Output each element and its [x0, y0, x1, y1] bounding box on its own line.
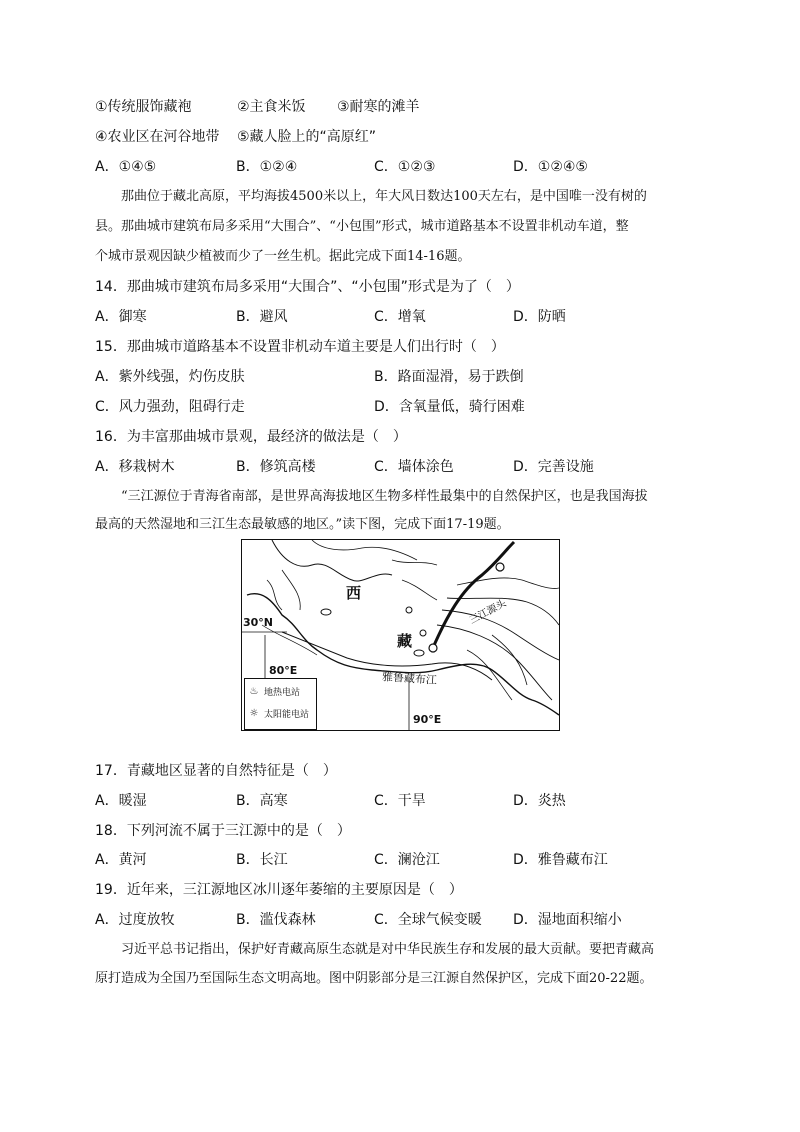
q13-item-3: ③耐寒的滩羊: [337, 99, 420, 115]
q19-choice-d[interactable]: D．湿地面积缩小: [513, 912, 622, 928]
q19-choice-b[interactable]: B．滥伐森林: [236, 912, 316, 928]
q14-choice-c[interactable]: C．增氧: [374, 309, 426, 325]
q15-choice-d[interactable]: D．含氧量低，骑行困难: [374, 399, 525, 415]
q13-item-1: ①传统服饰藏袍: [95, 99, 192, 115]
passage-line: 县。那曲城市建筑布局多采用“大围合”、“小包围”形式，城市道路基本不设置非机动车道，整: [95, 219, 629, 234]
map-label-source: 三江源头: [467, 598, 509, 627]
q15-stem: 15．那曲城市道路基本不设置非机动车道主要是人们出行时（ ）: [95, 339, 505, 355]
q17-stem: 17．青藏地区显著的自然特征是（ ）: [95, 763, 337, 779]
passage-line: 那曲位于藏北高原，平均海拔4500米以上，年大风日数达100天左右，是中国唯一没有树的: [121, 189, 647, 204]
q13-item-5: ⑤藏人脸上的“高原红”: [237, 129, 377, 145]
q13-choice-d[interactable]: D．①②④⑤: [513, 159, 588, 175]
q13-choice-b[interactable]: B．①②④: [236, 159, 298, 175]
q13-choice-c[interactable]: C．①②③: [374, 159, 436, 175]
q18-choice-c[interactable]: C．澜沧江: [374, 852, 440, 868]
q17-choice-b[interactable]: B．高寒: [236, 793, 288, 809]
q16-choice-d[interactable]: D．完善设施: [513, 459, 594, 475]
q13-item-2: ②主食米饭: [237, 99, 306, 115]
map-label-zang: 藏: [397, 632, 413, 650]
passage-line: “三江源位于青海省南部，是世界高海拔地区生物多样性最集中的自然保护区，也是我国海拔: [121, 489, 648, 504]
q14-stem: 14．那曲城市建筑布局多采用“大围合”、“小包围”形式是为了（ ）: [95, 279, 520, 295]
legend-solar-label: 太阳能电站: [264, 710, 310, 720]
map-label-lat: 30°N: [243, 616, 274, 629]
q15-choice-c[interactable]: C．风力强劲，阻碍行走: [95, 399, 245, 415]
q16-choice-a[interactable]: A．移栽树木: [95, 459, 175, 475]
q18-choice-a[interactable]: A．黄河: [95, 852, 147, 868]
q16-stem: 16．为丰富那曲城市景观，最经济的做法是（ ）: [95, 429, 407, 445]
legend-geothermal: [248, 685, 300, 698]
tibet-map: [241, 539, 560, 731]
q14-choice-b[interactable]: B．避风: [236, 309, 288, 325]
map-label-river: 雅鲁藏布江: [381, 670, 438, 687]
map-label-lon90: 90°E: [413, 713, 442, 726]
passage-line: 个城市景观因缺少植被而少了一丝生机。据此完成下面14-16题。: [95, 249, 471, 264]
q16-choice-b[interactable]: B．修筑高楼: [236, 459, 316, 475]
q15-choice-a[interactable]: A．紫外线强，灼伤皮肤: [95, 369, 245, 385]
q14-choice-d[interactable]: D．防晒: [513, 309, 566, 325]
q13-choice-a[interactable]: A．①④⑤: [95, 159, 157, 175]
q17-choice-a[interactable]: A．暖湿: [95, 793, 147, 809]
q17-choice-c[interactable]: C．干旱: [374, 793, 426, 809]
passage-line: 原打造成为全国乃至国际生态文明高地。图中阴影部分是三江源自然保护区，完成下面20-22题。: [95, 971, 653, 986]
q14-choice-a[interactable]: A．御寒: [95, 309, 147, 325]
sun-icon: ☼: [249, 708, 259, 719]
q13-item-4: ④农业区在河谷地带: [95, 129, 220, 145]
q18-choice-b[interactable]: B．长江: [236, 852, 288, 868]
q16-choice-c[interactable]: C．墙体涂色: [374, 459, 454, 475]
legend-geothermal-label: 地热电站: [264, 688, 301, 698]
passage-line: 习近平总书记指出，保护好青藏高原生态就是对中华民族生存和发展的最大贡献。要把青藏高: [121, 942, 655, 957]
q18-stem: 18．下列河流不属于三江源中的是（ ）: [95, 823, 351, 839]
geothermal-icon: ♨: [249, 686, 259, 697]
q19-choice-c[interactable]: C．全球气候变暖: [374, 912, 482, 928]
map-label-lon80: 80°E: [269, 664, 298, 677]
q19-choice-a[interactable]: A．过度放牧: [95, 912, 175, 928]
map-label-xi: 西: [346, 584, 362, 602]
q15-choice-b[interactable]: B．路面湿滑，易于跌倒: [374, 369, 524, 385]
map-legend: [244, 678, 317, 730]
q19-stem: 19．近年来，三江源地区冰川逐年萎缩的主要原因是（ ）: [95, 882, 463, 898]
legend-solar: [248, 707, 309, 720]
q17-choice-d[interactable]: D．炎热: [513, 793, 566, 809]
passage-line: 最高的天然湿地和三江生态最敏感的地区。”读下图，完成下面17-19题。: [95, 517, 510, 532]
q18-choice-d[interactable]: D．雅鲁藏布江: [513, 852, 608, 868]
